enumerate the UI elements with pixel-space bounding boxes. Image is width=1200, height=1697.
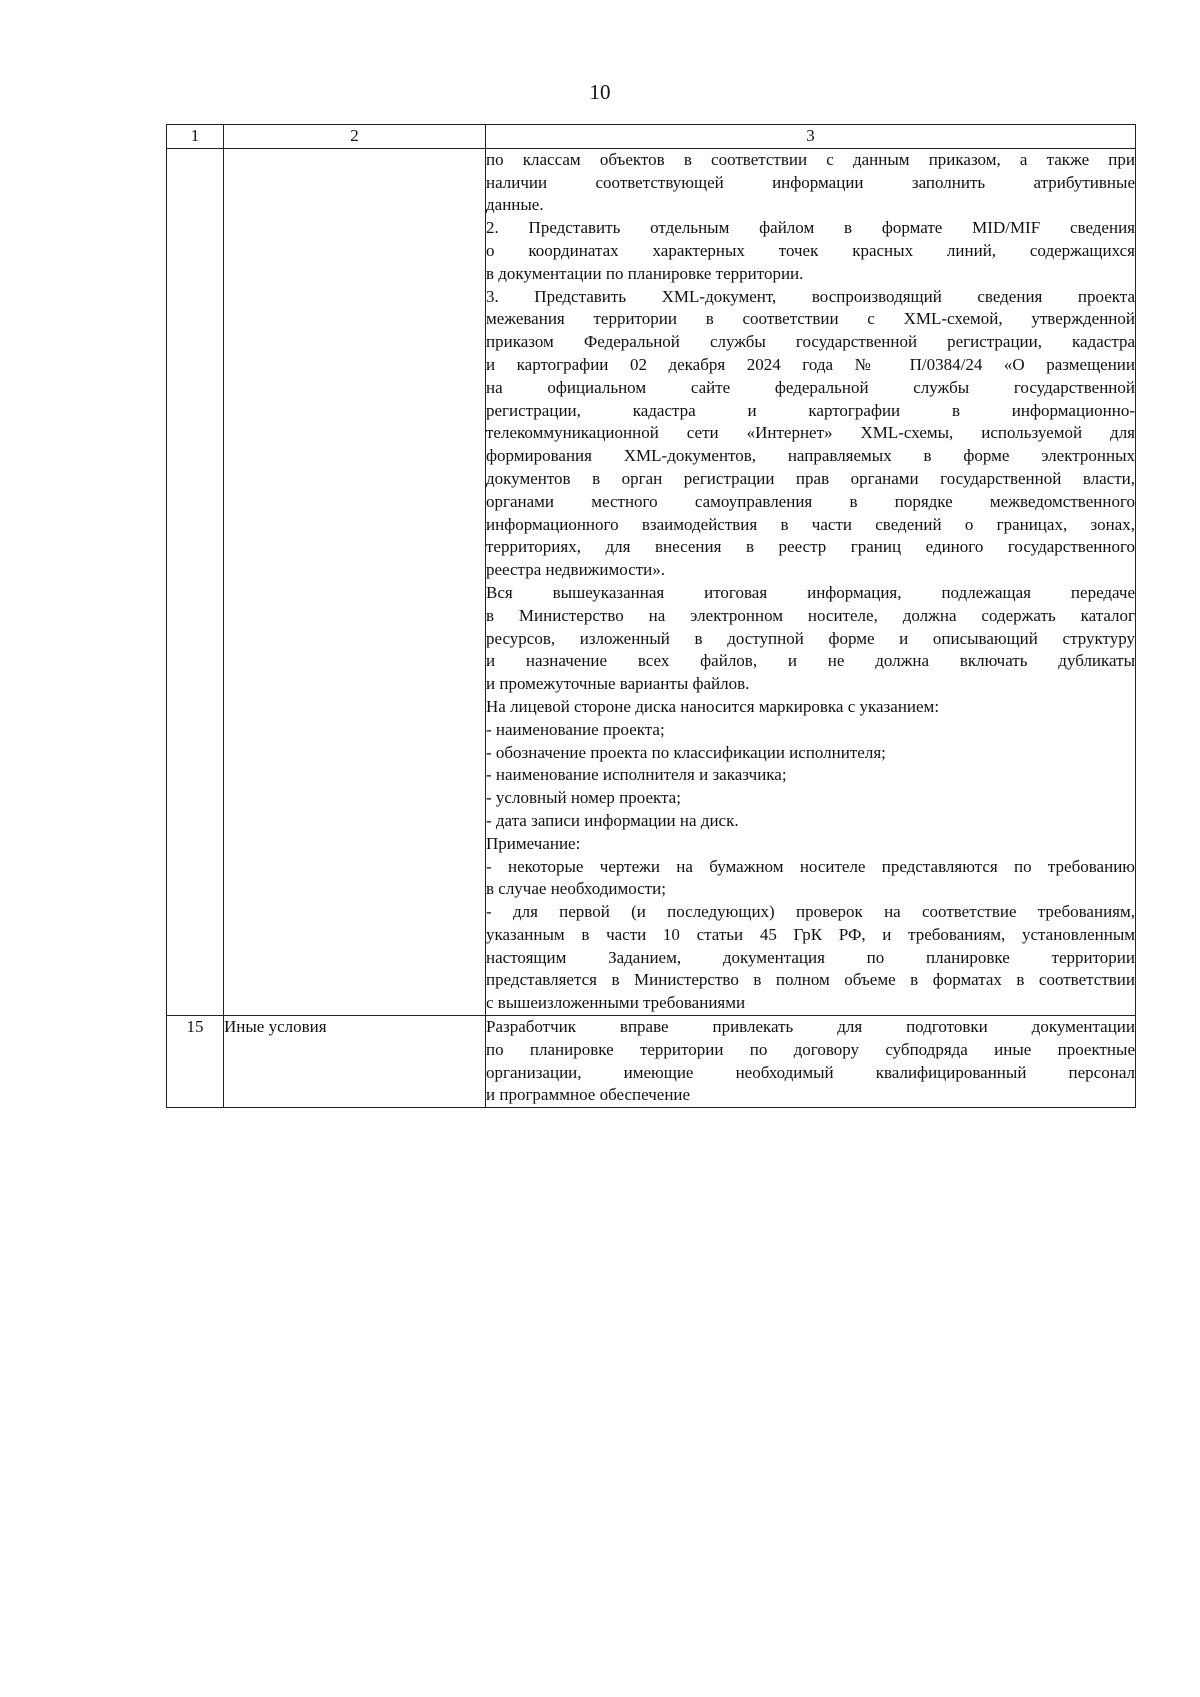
text-line: 2. Представить отдельным файлом в формате MID/MIF сведения xyxy=(486,218,1135,238)
text-line: информационного взаимодействия в части сведений о границах, зонах, xyxy=(486,514,1135,534)
text-line: и картографии 02 декабря 2024 года № П/0384/24 «О размещении xyxy=(486,354,1135,374)
text-line: - наименование проекта; xyxy=(486,719,665,739)
text-line: На лицевой стороне диска наносится маркировка с указанием: xyxy=(486,696,940,716)
text-line: органами местного самоуправления в порядке межведомственного xyxy=(486,491,1135,511)
row-label-cell xyxy=(224,148,486,1015)
column-header-3: 3 xyxy=(486,125,1136,149)
text-line: - наименование исполнителя и заказчика; xyxy=(486,765,787,785)
text-line: телекоммуникационной сети «Интернет» XML-схемы, используемой для xyxy=(486,423,1135,443)
text-line: и назначение всех файлов, и не должна включать дубликаты xyxy=(486,651,1135,671)
text-line: - некоторые чертежи на бумажном носителе представляются по требованию xyxy=(486,856,1135,876)
text-line: данные. xyxy=(486,195,544,215)
text-line: по планировке территории по договору субподряда иные проектные xyxy=(486,1039,1135,1059)
text-line: реестра недвижимости». xyxy=(486,560,666,580)
text-line: 3. Представить XML-документ, воспроизводящий сведения проекта xyxy=(486,286,1135,306)
text-line: документов в орган регистрации прав органами государственной власти, xyxy=(486,468,1135,488)
table-row xyxy=(167,1016,1136,1108)
text-line: и промежуточные варианты файлов. xyxy=(486,674,750,694)
column-header-2: 2 xyxy=(224,125,486,149)
text-line: межевания территории в соответствии с XML-схемой, утвержденной xyxy=(486,309,1135,329)
text-line: Разработчик вправе привлекать для подготовки документации xyxy=(486,1017,1135,1037)
page-number: 10 xyxy=(589,80,611,104)
text-line: указанным в части 10 статьи 45 ГрК РФ, и требованиям, установленным xyxy=(486,924,1135,944)
row-number-cell xyxy=(167,148,224,1015)
text-line: настоящим Заданием, документация по планировке территории xyxy=(486,947,1135,967)
text-line: наличии соответствующей информации заполнить атрибутивные xyxy=(486,172,1135,192)
text-line: в случае необходимости; xyxy=(486,879,666,899)
text-line: о координатах характерных точек красных линий, содержащихся xyxy=(486,240,1135,260)
text-line: - обозначение проекта по классификации исполнителя; xyxy=(486,742,886,762)
text-line: организации, имеющие необходимый квалифицированный персонал xyxy=(486,1062,1135,1082)
text-line: по классам объектов в соответствии с данным приказом, а также при xyxy=(486,149,1135,169)
row-label-cell: Иные условия xyxy=(224,1016,486,1108)
text-line: регистрации, кадастра и картографии в информационно- xyxy=(486,400,1135,420)
text-line: территориях, для внесения в реестр границ единого государственного xyxy=(486,537,1135,557)
table-row xyxy=(167,148,1136,1015)
text-line: представляется в Министерство в полном объеме в форматах в соответствии xyxy=(486,970,1135,990)
text-line: Примечание: xyxy=(486,833,581,853)
table-header-row xyxy=(167,125,1136,149)
text-line: Вся вышеуказанная итоговая информация, подлежащая передаче xyxy=(486,582,1135,602)
text-line: в документации по планировке территории. xyxy=(486,263,804,283)
column-header-1: 1 xyxy=(167,125,224,149)
text-line: приказом Федеральной службы государственной регистрации, кадастра xyxy=(486,332,1135,352)
row-number-cell: 15 xyxy=(167,1016,224,1108)
row-text-cell xyxy=(486,148,1136,1015)
text-line: и программное обеспечение xyxy=(486,1085,691,1105)
text-line: на официальном сайте федеральной службы государственной xyxy=(486,377,1135,397)
text-line: - для первой (и последующих) проверок на соответствие требованиям, xyxy=(486,902,1135,922)
row-text-cell xyxy=(486,1016,1136,1108)
text-line: формирования XML-документов, направляемых в форме электронных xyxy=(486,446,1135,466)
text-line: с вышеизложенными требованиями xyxy=(486,993,746,1013)
text-line: в Министерство на электронном носителе, должна содержать каталог xyxy=(486,605,1135,625)
text-line: - дата записи информации на диск. xyxy=(486,810,739,830)
text-line: - условный номер проекта; xyxy=(486,788,681,808)
text-line: ресурсов, изложенный в доступной форме и описывающий структуру xyxy=(486,628,1135,648)
requirements-table xyxy=(166,124,1136,1108)
